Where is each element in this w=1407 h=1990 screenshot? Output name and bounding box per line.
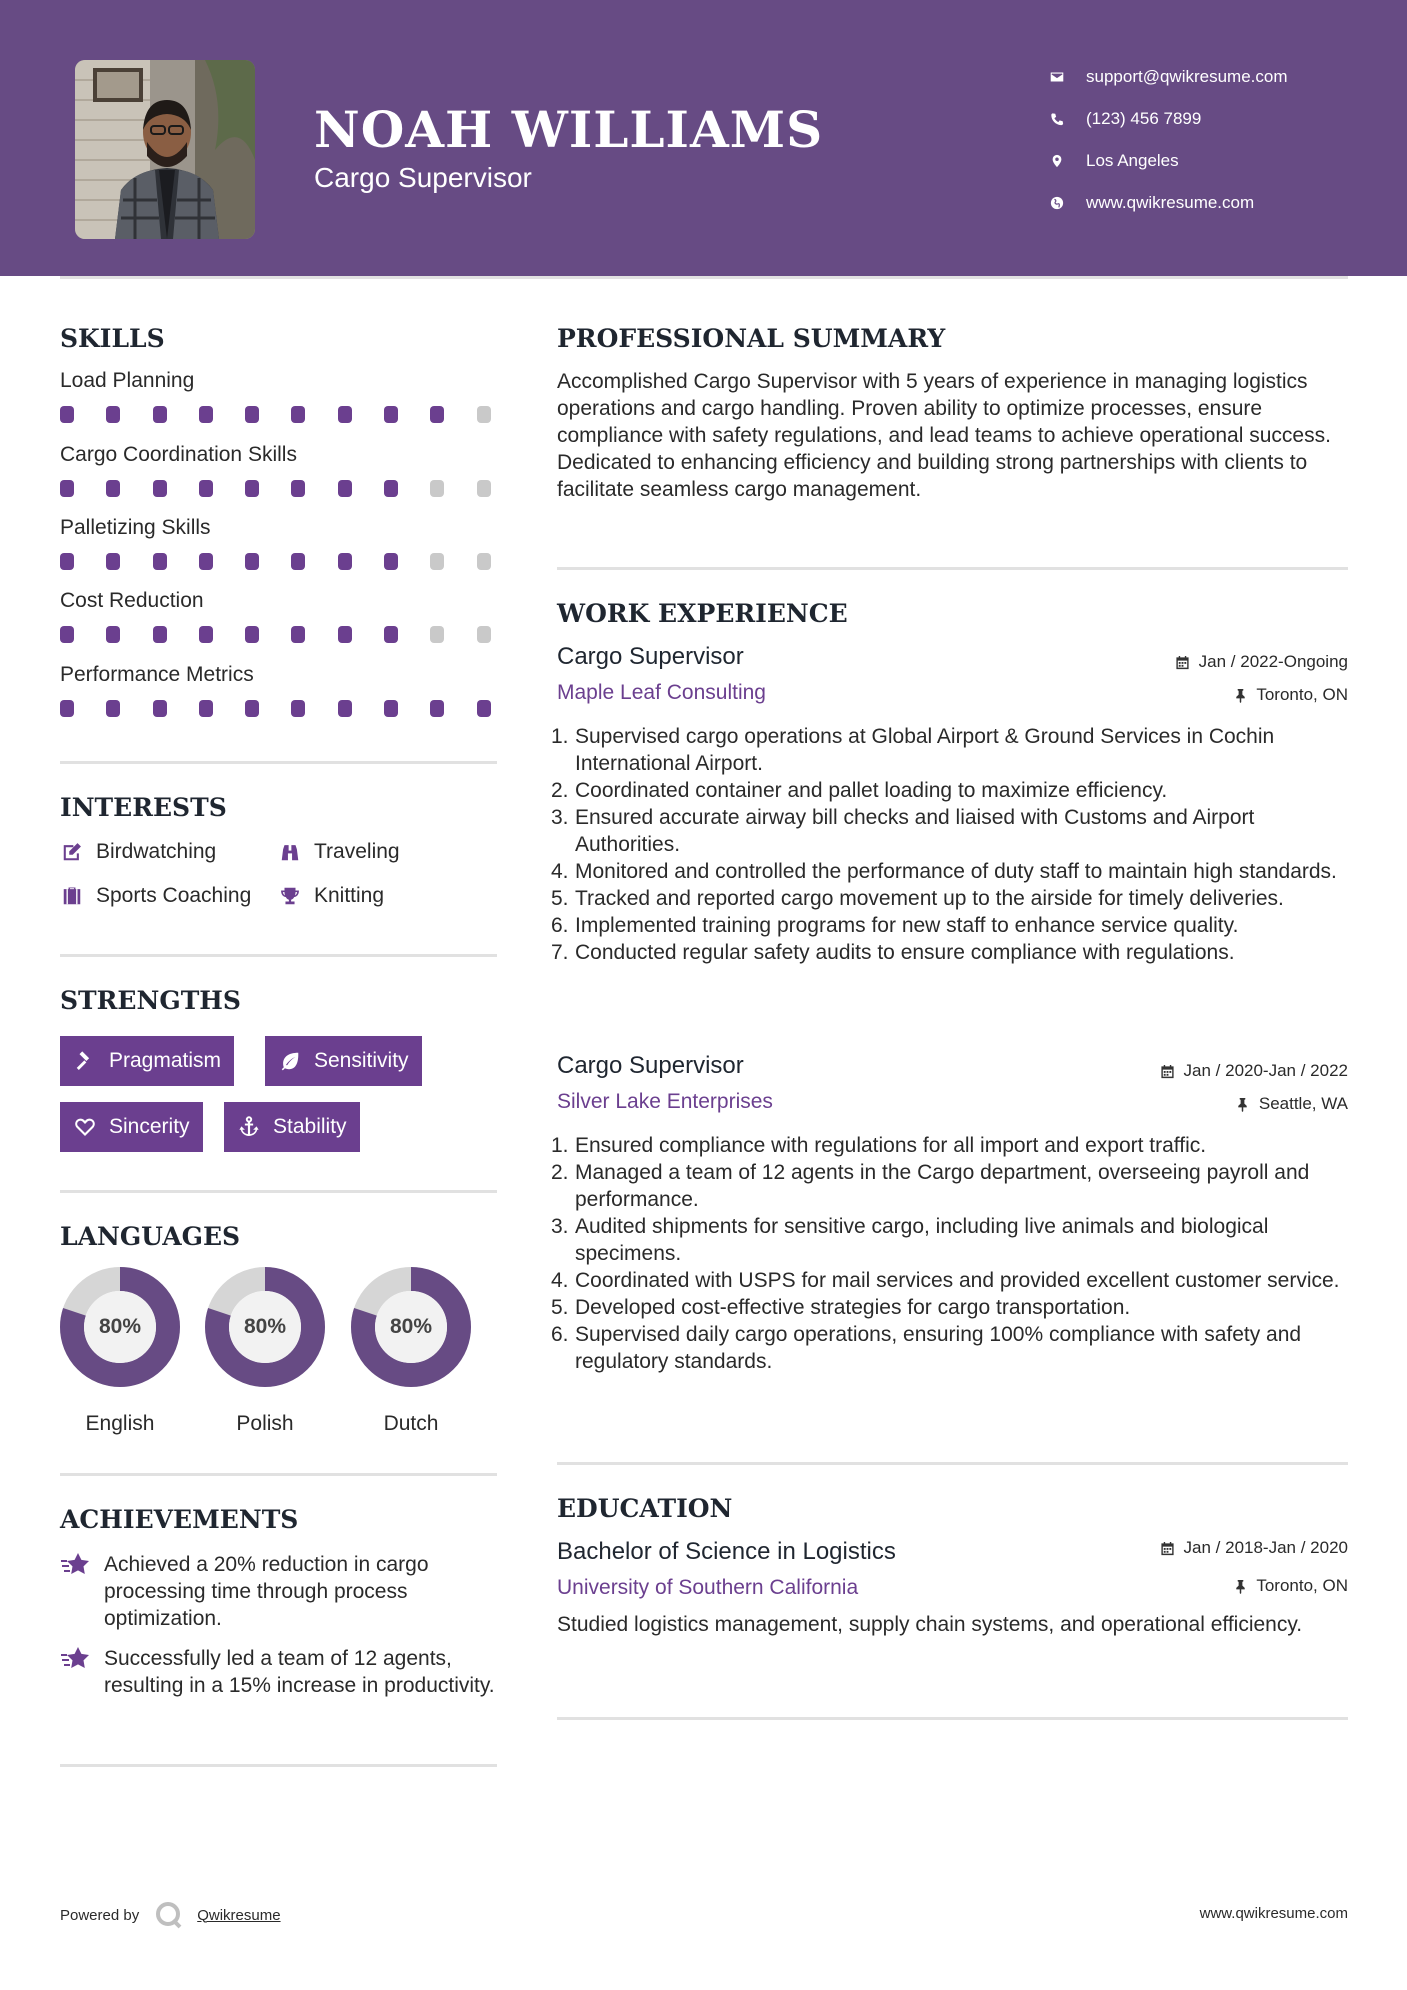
interests-heading: INTERESTS (60, 793, 227, 822)
skill-dot-filled (291, 626, 305, 643)
header-divider (60, 276, 1348, 279)
skill-name: Load Planning (60, 369, 195, 392)
section-divider (60, 761, 497, 764)
skill-name: Palletizing Skills (60, 516, 211, 539)
skill-dot-filled (199, 553, 213, 570)
interest-label: Birdwatching (96, 840, 217, 863)
skill-dot-filled (60, 406, 74, 423)
section-divider (60, 1764, 497, 1767)
interest-label: Knitting (314, 884, 385, 907)
language-percent: 80% (389, 1315, 433, 1338)
skill-dot-filled (153, 553, 167, 570)
skill-dot-filled (60, 700, 74, 717)
section-divider (60, 1190, 497, 1193)
skill-dot-filled (106, 553, 120, 570)
education-location-text: Toronto, ON (1256, 1576, 1348, 1595)
skill-rating (60, 626, 523, 643)
section-divider (557, 1717, 1348, 1720)
duty-item: 3. Audited shipments for sensitive cargo, including live animals and biological specimens. (551, 1215, 1269, 1265)
language-name: Polish (236, 1412, 294, 1435)
duty-item: 4. Coordinated with USPS for mail services and provided excellent customer service. (551, 1269, 1340, 1292)
skill-dot-filled (199, 480, 213, 497)
job-duties (551, 723, 1347, 966)
duty-item: 2. Managed a team of 12 agents in the Cargo department, overseeing payroll and performance. (551, 1161, 1310, 1211)
skill-dot-filled (430, 700, 444, 717)
skill-dot-empty (477, 626, 491, 643)
skill-name: Performance Metrics (60, 663, 254, 686)
achievement-text: Achieved a 20% reduction in cargo processing time through process optimization. (104, 1553, 429, 1630)
job-dates (1160, 1061, 1348, 1081)
job-location (1232, 685, 1348, 705)
footer-powered-by (60, 1900, 281, 1930)
contact-email-text: support@qwikresume.com (1086, 67, 1288, 86)
suitcase-icon (60, 885, 84, 907)
skill-dot-filled (384, 480, 398, 497)
summary-text: Accomplished Cargo Supervisor with 5 years of experience in managing logistics operations and cargo handling. Proven ability to optimize processes, ensure compliance with safety regulations, and lead teams to achieve operational success. Dedicated to enhancing efficiency and building strong partnerships with clients to facilitate seamless cargo management. (557, 370, 1331, 501)
achievement-text: Successfully led a team of 12 agents, resulting in a 15% increase in productivity. (104, 1647, 495, 1697)
skill-dot-filled (245, 700, 259, 717)
gavel-icon (73, 1050, 97, 1072)
skill-dot-empty (477, 480, 491, 497)
language-item (350, 1266, 472, 1435)
calendar-icon (1160, 1540, 1176, 1556)
education-description: Studied logistics management, supply chain systems, and operational efficiency. (557, 1613, 1303, 1636)
school-name: University of Southern California (557, 1576, 859, 1599)
envelope-icon (1050, 70, 1064, 84)
skill-dot-filled (477, 700, 491, 717)
anchor-icon (237, 1116, 261, 1138)
interest-label: Sports Coaching (96, 884, 252, 907)
duty-item: 5. Tracked and reported cargo movement up to the airside for timely deliveries. (551, 887, 1284, 910)
job-title: Cargo Supervisor (557, 1052, 744, 1079)
strength-badge (265, 1036, 422, 1086)
strength-badge (60, 1036, 234, 1086)
duty-item: 3. Ensured accurate airway bill checks and liaised with Customs and Airport Authorities. (551, 806, 1255, 856)
job-location-text: Toronto, ON (1256, 685, 1348, 704)
strengths-heading: STRENGTHS (60, 986, 241, 1015)
education-dates-text: Jan / 2018-Jan / 2020 (1183, 1538, 1348, 1557)
duty-item: 1. Ensured compliance with regulations for all import and export traffic. (551, 1134, 1207, 1157)
duty-item: 6. Implemented training programs for new staff to enhance service quality. (551, 914, 1239, 937)
language-percent: 80% (98, 1315, 142, 1338)
skill-dot-filled (60, 553, 74, 570)
interest-label: Traveling (314, 840, 400, 863)
languages-heading: LANGUAGES (60, 1222, 241, 1251)
skill-dot-filled (106, 406, 120, 423)
qwikresume-logo-icon (153, 1900, 185, 1930)
job-location (1235, 1094, 1348, 1114)
achievement-item (60, 1551, 500, 1632)
candidate-title: Cargo Supervisor (314, 162, 532, 193)
skill-dot-filled (153, 406, 167, 423)
skill-dot-filled (60, 626, 74, 643)
calendar-icon (1160, 1063, 1176, 1079)
duty-item: 7. Conducted regular safety audits to ensure compliance with regulations. (551, 941, 1235, 964)
contact-phone[interactable] (1050, 98, 1390, 140)
location-icon (1050, 154, 1064, 168)
skill-name: Cost Reduction (60, 589, 204, 612)
degree-title: Bachelor of Science in Logistics (557, 1538, 896, 1565)
heart-icon (73, 1116, 97, 1138)
powered-by-text: Powered by (60, 1906, 140, 1924)
skill-dot-filled (245, 406, 259, 423)
duty-item: 2. Coordinated container and pallet loading to maximize efficiency. (551, 779, 1168, 802)
resume-header (0, 0, 1407, 276)
skill-dot-filled (291, 406, 305, 423)
contact-website-text: www.qwikresume.com (1086, 193, 1255, 212)
phone-icon (1050, 112, 1064, 126)
interest-item (278, 840, 400, 864)
strength-label: Sensitivity (314, 1049, 409, 1072)
calendar-icon (1175, 654, 1191, 670)
interest-item (60, 884, 251, 908)
strength-badge (224, 1102, 360, 1152)
pushpin-icon (1235, 1096, 1251, 1112)
edit-icon (60, 841, 84, 863)
skill-dot-empty (430, 626, 444, 643)
job-title: Cargo Supervisor (557, 643, 744, 670)
skill-dot-empty (430, 480, 444, 497)
skill-dot-filled (384, 626, 398, 643)
skill-dot-empty (430, 553, 444, 570)
skill-dot-filled (153, 480, 167, 497)
contact-website[interactable] (1050, 182, 1390, 224)
job-dates (1175, 652, 1348, 672)
profile-photo (75, 60, 255, 239)
interest-item (60, 840, 216, 864)
skill-dot-filled (106, 480, 120, 497)
skill-dot-filled (384, 553, 398, 570)
skill-dot-filled (245, 480, 259, 497)
job-dates-text: Jan / 2022-Ongoing (1198, 652, 1348, 671)
candidate-name: NOAH WILLIAMS (314, 100, 824, 159)
pushpin-icon (1232, 687, 1248, 703)
strength-label: Sincerity (109, 1115, 190, 1138)
job-duties (551, 1132, 1347, 1375)
skill-dot-filled (291, 700, 305, 717)
section-divider (557, 1462, 1348, 1465)
language-name: Dutch (383, 1412, 439, 1435)
achievements-heading: ACHIEVEMENTS (60, 1505, 299, 1534)
duty-item: 5. Developed cost-effective strategies for cargo transportation. (551, 1296, 1131, 1319)
achievement-item (60, 1645, 500, 1699)
skill-dot-filled (245, 553, 259, 570)
qwikresume-link[interactable]: Qwikresume (197, 1906, 281, 1924)
skill-dot-filled (338, 480, 352, 497)
contact-location (1050, 140, 1390, 182)
summary-heading: PROFESSIONAL SUMMARY (557, 324, 946, 353)
education-heading: EDUCATION (557, 1494, 733, 1523)
skill-dot-filled (338, 626, 352, 643)
globe-icon (1050, 196, 1064, 210)
skill-name: Cargo Coordination Skills (60, 443, 297, 466)
language-item (204, 1266, 326, 1435)
pushpin-icon (1232, 1578, 1248, 1594)
skill-dot-filled (199, 700, 213, 717)
duty-item: 1. Supervised cargo operations at Global Airport & Ground Services in Cochin International Airport. (551, 725, 1275, 775)
skill-rating (60, 553, 523, 570)
language-percent: 80% (243, 1315, 287, 1338)
skill-dot-filled (384, 700, 398, 717)
experience-heading: WORK EXPERIENCE (557, 599, 848, 628)
star-icon (60, 1551, 92, 1579)
star-icon (60, 1645, 92, 1673)
language-name: English (85, 1412, 155, 1435)
job-location-text: Seattle, WA (1258, 1094, 1348, 1113)
contact-email[interactable] (1050, 56, 1390, 98)
duty-item: 6. Supervised daily cargo operations, ensuring 100% compliance with safety and regulatory standards. (551, 1323, 1302, 1373)
skill-rating (60, 406, 523, 423)
contact-location-text: Los Angeles (1086, 151, 1179, 170)
skill-dot-filled (153, 626, 167, 643)
section-divider (557, 567, 1348, 570)
skill-dot-filled (338, 700, 352, 717)
education-dates (1160, 1538, 1348, 1558)
duty-item: 4. Monitored and controlled the performance of duty staff to maintain high standards. (551, 860, 1337, 883)
skill-dot-filled (338, 553, 352, 570)
binoculars-icon (278, 841, 302, 863)
contact-phone-text: (123) 456 7899 (1086, 109, 1202, 128)
strength-label: Stability (273, 1115, 347, 1138)
skill-dot-filled (199, 626, 213, 643)
skill-dot-filled (245, 626, 259, 643)
company-name: Maple Leaf Consulting (557, 681, 766, 704)
skill-dot-filled (291, 480, 305, 497)
language-item (59, 1266, 181, 1435)
skill-dot-filled (60, 480, 74, 497)
contact-list (1050, 56, 1390, 224)
trophy-icon (278, 885, 302, 907)
skills-heading: SKILLS (60, 324, 165, 353)
skill-dot-empty (477, 553, 491, 570)
skill-dot-empty (477, 406, 491, 423)
leaf-icon (278, 1050, 302, 1072)
skill-rating (60, 700, 523, 717)
strength-label: Pragmatism (109, 1049, 222, 1072)
skill-dot-filled (291, 553, 305, 570)
company-name: Silver Lake Enterprises (557, 1090, 773, 1113)
strength-badge (60, 1102, 203, 1152)
footer-url[interactable]: www.qwikresume.com (1199, 1905, 1348, 1922)
job-dates-text: Jan / 2020-Jan / 2022 (1183, 1061, 1348, 1080)
skill-dot-filled (430, 406, 444, 423)
skill-dot-filled (384, 406, 398, 423)
skill-dot-filled (106, 626, 120, 643)
skill-dot-filled (199, 406, 213, 423)
skill-dot-filled (106, 700, 120, 717)
skill-rating (60, 480, 523, 497)
section-divider (60, 954, 497, 957)
interest-item (278, 884, 384, 908)
education-location (1232, 1576, 1348, 1596)
skill-dot-filled (153, 700, 167, 717)
section-divider (60, 1473, 497, 1476)
skill-dot-filled (338, 406, 352, 423)
